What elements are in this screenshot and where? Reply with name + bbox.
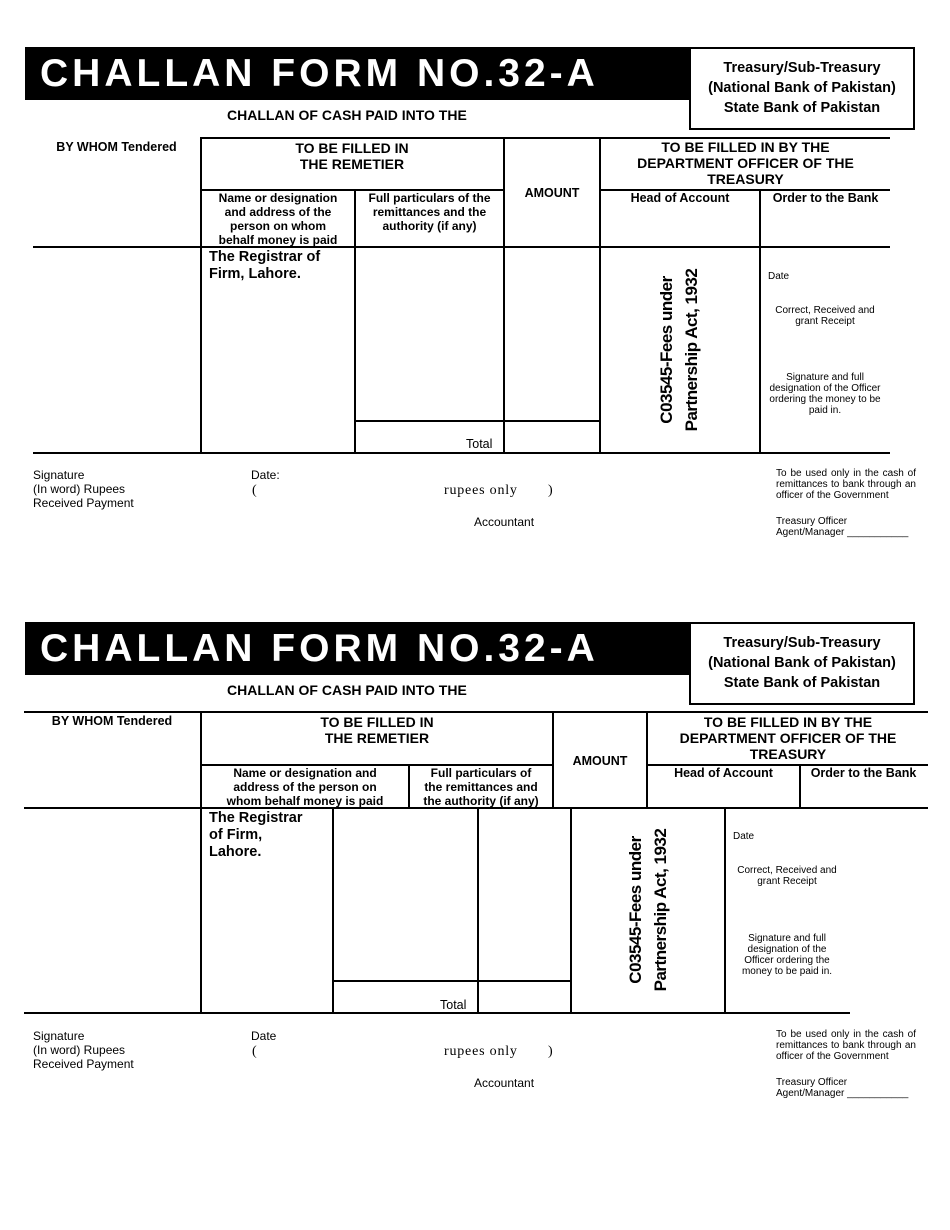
treasury-line: Treasury/Sub-Treasury <box>723 635 881 651</box>
column-divider <box>477 807 479 1014</box>
header-line: TO BE FILLED IN <box>295 140 409 156</box>
footer-date-label: Date <box>251 1029 277 1043</box>
total-row-border <box>354 420 599 422</box>
note-line: Signature and full <box>786 372 864 383</box>
total-row-border <box>332 980 570 982</box>
header-line: behalf money is paid <box>218 233 338 247</box>
treasury-officer-label: Treasury Officer <box>776 1077 848 1088</box>
rupees-only-label: rupees only <box>444 1044 518 1059</box>
bank-correct-note <box>763 305 887 327</box>
bank-signature-note <box>728 933 846 977</box>
footer-line: Signature <box>33 468 85 482</box>
column-divider <box>200 711 202 1014</box>
account-head-line: Partnership Act, 1932 <box>682 268 701 432</box>
paren-open: ( <box>252 483 257 498</box>
column-divider <box>332 807 334 1014</box>
note-line: grant Receipt <box>757 876 817 887</box>
header-line: address of the person on <box>233 780 377 794</box>
rupees-only-label: rupees only <box>444 483 518 498</box>
footer-date-label: Date: <box>251 468 280 482</box>
footer-line: Received Payment <box>33 496 134 510</box>
column-divider <box>724 807 726 1014</box>
account-head-line: C03545-Fees under <box>626 836 645 984</box>
total-label: Total <box>466 437 493 451</box>
footer-line: Signature <box>33 1029 85 1043</box>
remetier-header <box>202 714 552 746</box>
header-line: TO BE FILLED IN BY THE <box>661 139 830 155</box>
header-bottom-border <box>33 246 890 248</box>
by-whom-header: BY WHOM Tendered <box>51 714 173 728</box>
government-remittance-note: To be used only in the cash of remittances to bank through an officer of the Government <box>776 1029 916 1062</box>
payee-line: The Registrar of <box>209 249 321 265</box>
column-divider <box>200 137 202 454</box>
account-head-vertical <box>654 250 704 450</box>
header-line: authority (if any) <box>382 219 477 233</box>
payee-line: Firm, Lahore. <box>209 266 301 282</box>
name-column-header <box>202 191 354 247</box>
footer-left-labels <box>33 1029 134 1071</box>
header-line: Name or designation <box>218 191 338 205</box>
header-line: person on whom <box>230 219 326 233</box>
form-title-banner: CHALLAN FORM NO.32-A <box>25 47 690 100</box>
treasury-line: State Bank of Pakistan <box>723 100 881 116</box>
order-to-bank-header: Order to the Bank <box>810 766 917 780</box>
header-line: TO BE FILLED IN <box>320 714 434 730</box>
account-head-line: Partnership Act, 1932 <box>651 828 670 992</box>
order-to-bank-header: Order to the Bank <box>772 191 879 205</box>
note-line: money to be paid in. <box>741 966 833 977</box>
payee-line: The Registrar <box>209 810 303 826</box>
header-line: DEPARTMENT OFFICER OF THE <box>637 155 854 171</box>
accountant-label: Accountant <box>474 515 535 529</box>
treasury-line: Treasury/Sub-Treasury <box>723 60 881 76</box>
header-line: TREASURY <box>707 171 784 187</box>
amount-header: AMOUNT <box>572 754 628 768</box>
footer-line: (In word) Rupees <box>33 1043 126 1057</box>
note-line: ordering the money to be <box>769 394 881 405</box>
bank-date-label: Date <box>768 271 790 282</box>
header-line: Full particulars of the <box>368 191 491 205</box>
account-head-line: C03545-Fees under <box>657 276 676 424</box>
bank-correct-note <box>728 865 846 887</box>
column-divider <box>759 189 761 454</box>
table-bottom-border <box>24 1012 850 1014</box>
form-title-banner: CHALLAN FORM NO.32-A <box>25 622 690 675</box>
department-header <box>648 714 928 762</box>
note-line: Correct, Received and <box>775 305 875 316</box>
paren-close: ) <box>548 1044 554 1059</box>
header-line: remittances and the <box>372 205 487 219</box>
treasury-line: State Bank of Pakistan <box>723 675 881 691</box>
department-header <box>601 139 890 187</box>
note-line: designation of the Officer <box>769 383 881 394</box>
header-line: TREASURY <box>749 746 827 762</box>
bank-date-label: Date <box>733 831 755 842</box>
payee-line: Lahore. <box>209 844 262 860</box>
note-line: Officer ordering the <box>744 955 830 966</box>
header-line: Full particulars of <box>430 766 532 780</box>
treasury-line: (National Bank of Pakistan) <box>708 655 896 671</box>
agent-manager-label: Agent/Manager ___________ <box>776 527 909 538</box>
header-line: Name or designation and <box>233 766 377 780</box>
bank-signature-note <box>763 372 887 416</box>
header-line: TO BE FILLED IN BY THE <box>703 714 873 730</box>
note-line: grant Receipt <box>795 316 855 327</box>
note-line: designation of the <box>747 944 827 955</box>
header-line: whom behalf money is paid <box>226 794 384 808</box>
paren-open: ( <box>252 1044 257 1059</box>
payee-name <box>209 249 320 283</box>
treasury-box <box>689 47 915 130</box>
footer-line: Received Payment <box>33 1057 134 1071</box>
amount-header: AMOUNT <box>524 186 580 200</box>
account-head-vertical <box>623 810 673 1010</box>
treasury-box <box>689 622 915 705</box>
total-label: Total <box>440 998 467 1012</box>
head-of-account-header: Head of Account <box>630 191 730 205</box>
header-line: THE REMETIER <box>299 156 405 172</box>
header-line: the remittances and <box>424 780 538 794</box>
by-whom-header: BY WHOM Tendered <box>56 140 177 154</box>
subtitle: CHALLAN OF CASH PAID INTO THE <box>227 682 467 698</box>
note-line: Correct, Received and <box>737 865 837 876</box>
column-divider <box>570 807 572 1014</box>
header-line: and address of the <box>224 205 332 219</box>
particulars-column-header <box>410 766 552 808</box>
footer-line: (In word) Rupees <box>33 482 126 496</box>
subtitle: CHALLAN OF CASH PAID INTO THE <box>227 107 467 123</box>
note-line: Signature and full <box>748 933 826 944</box>
header-line: DEPARTMENT OFFICER OF THE <box>679 730 897 746</box>
payee-line: of Firm, <box>209 827 263 843</box>
paren-close: ) <box>548 483 554 498</box>
header-line: the authority (if any) <box>423 794 539 808</box>
note-line: paid in. <box>808 405 842 416</box>
treasury-line: (National Bank of Pakistan) <box>708 80 896 96</box>
footer-left-labels <box>33 468 134 510</box>
head-of-account-header: Head of Account <box>674 766 773 780</box>
particulars-column-header <box>356 191 503 233</box>
payee-name <box>209 810 302 861</box>
accountant-label: Accountant <box>474 1076 535 1090</box>
header-line: THE REMETIER <box>324 730 430 746</box>
agent-manager-label: Agent/Manager ___________ <box>776 1088 909 1099</box>
name-column-header <box>202 766 408 808</box>
remetier-header <box>202 140 502 172</box>
table-bottom-border <box>33 452 890 454</box>
government-remittance-note: To be used only in the cash of remittances to bank through an officer of the Government <box>776 468 916 501</box>
treasury-officer-label: Treasury Officer <box>776 516 848 527</box>
